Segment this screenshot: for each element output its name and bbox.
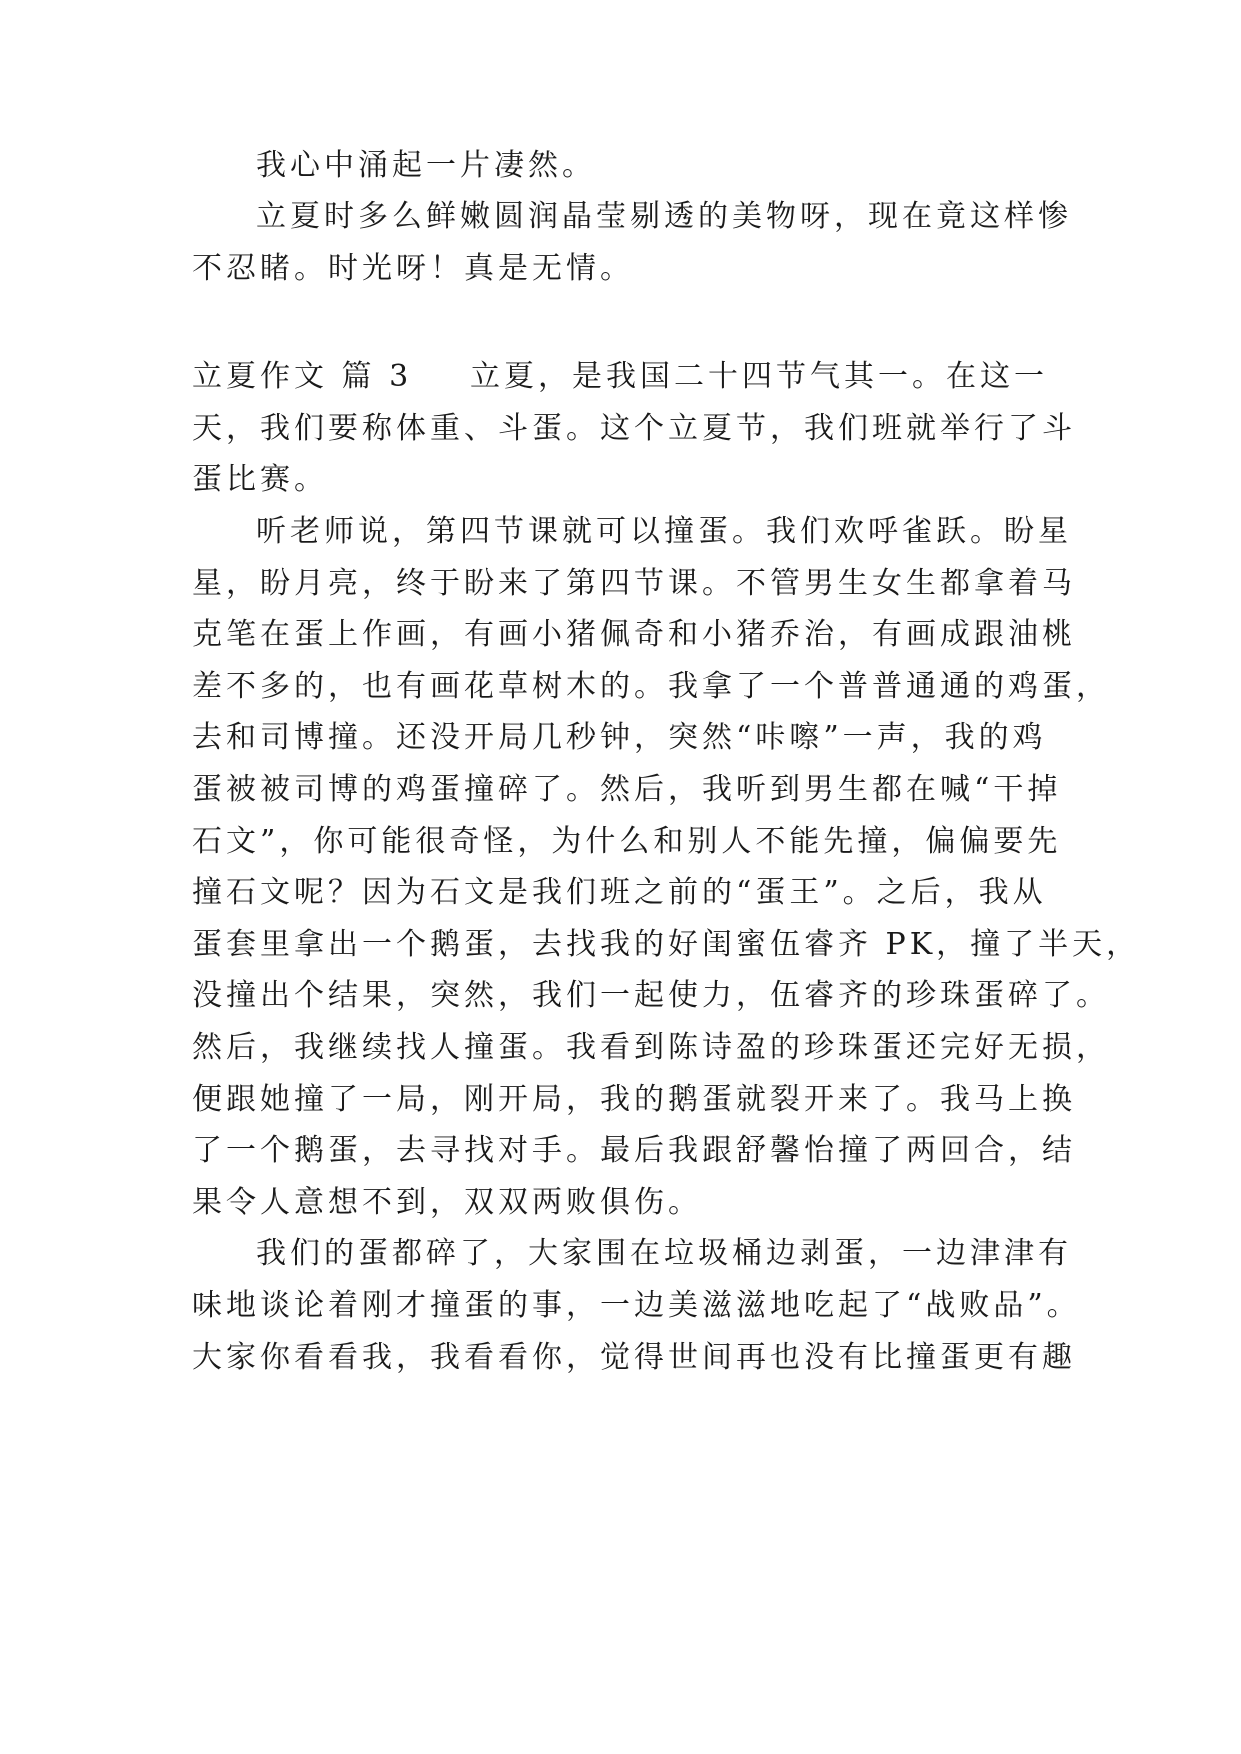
paragraph-line: 便跟她撞了一局，刚开局，我的鹅蛋就裂开来了。我马上换 [192,1082,1076,1117]
paragraph-line: 去和司博撞。还没开局几秒钟，突然“咔嚓”一声，我的鸡 [192,720,1047,755]
paragraph-line: 星，盼月亮，终于盼来了第四节课。不管男生女生都拿着马 [192,566,1076,601]
paragraph-line: 蛋比赛。 [192,462,328,497]
paragraph-line: 果令人意想不到，双双两败俱伤。 [192,1185,702,1220]
paragraph-line: 大家你看看我，我看看你，觉得世间再也没有比撞蛋更有趣 [192,1340,1076,1375]
paragraph-line: 撞石文呢？因为石文是我们班之前的“蛋王”。之后，我从 [192,875,1047,910]
paragraph-line: 我们的蛋都碎了，大家围在垃圾桶边剥蛋，一边津津有 [256,1236,1072,1271]
paragraph-line: 了一个鹅蛋，去寻找对手。最后我跟舒馨怡撞了两回合，结 [192,1133,1076,1168]
paragraph-line: 我心中涌起一片凄然。 [256,148,596,183]
paragraph-line: 然后，我继续找人撞蛋。我看到陈诗盈的珍珠蛋还完好无损， [192,1030,1110,1065]
paragraph-line: 立夏时多么鲜嫩圆润晶莹剔透的美物呀，现在竟这样惨 [256,199,1072,234]
paragraph-line: 不忍睹。时光呀！真是无情。 [192,251,634,286]
paragraph-line: 蛋套里拿出一个鹅蛋，去找我的好闺蜜伍睿齐 PK，撞了半天， [192,927,1141,962]
paragraph-line: 味地谈论着刚才撞蛋的事，一边美滋滋地吃起了“战败品”。 [192,1288,1081,1323]
paragraph-line: 差不多的，也有画花草树木的。我拿了一个普普通通的鸡蛋， [192,669,1110,704]
section-heading-line [192,350,1072,404]
paragraph-line: 听老师说，第四节课就可以撞蛋。我们欢呼雀跃。盼星 [256,514,1072,549]
paragraph-line: 天，我们要称体重、斗蛋。这个立夏节，我们班就举行了斗 [192,411,1076,446]
paragraph-line: 没撞出个结果，突然，我们一起使力，伍睿齐的珍珠蛋碎了。 [192,978,1110,1013]
section-title: 立夏作文 篇 3 [192,359,413,394]
paragraph-line: 克笔在蛋上作画，有画小猪佩奇和小猪乔治，有画成跟油桃 [192,617,1076,652]
paragraph-line: 蛋被被司博的鸡蛋撞碎了。然后，我听到男生都在喊“干掉 [192,772,1062,807]
paragraph-line: 石文”，你可能很奇怪，为什么和别人不能先撞，偏偏要先 [192,824,1062,859]
section-opening-text: 立夏，是我国二十四节气其一。在这一 [470,359,1048,394]
